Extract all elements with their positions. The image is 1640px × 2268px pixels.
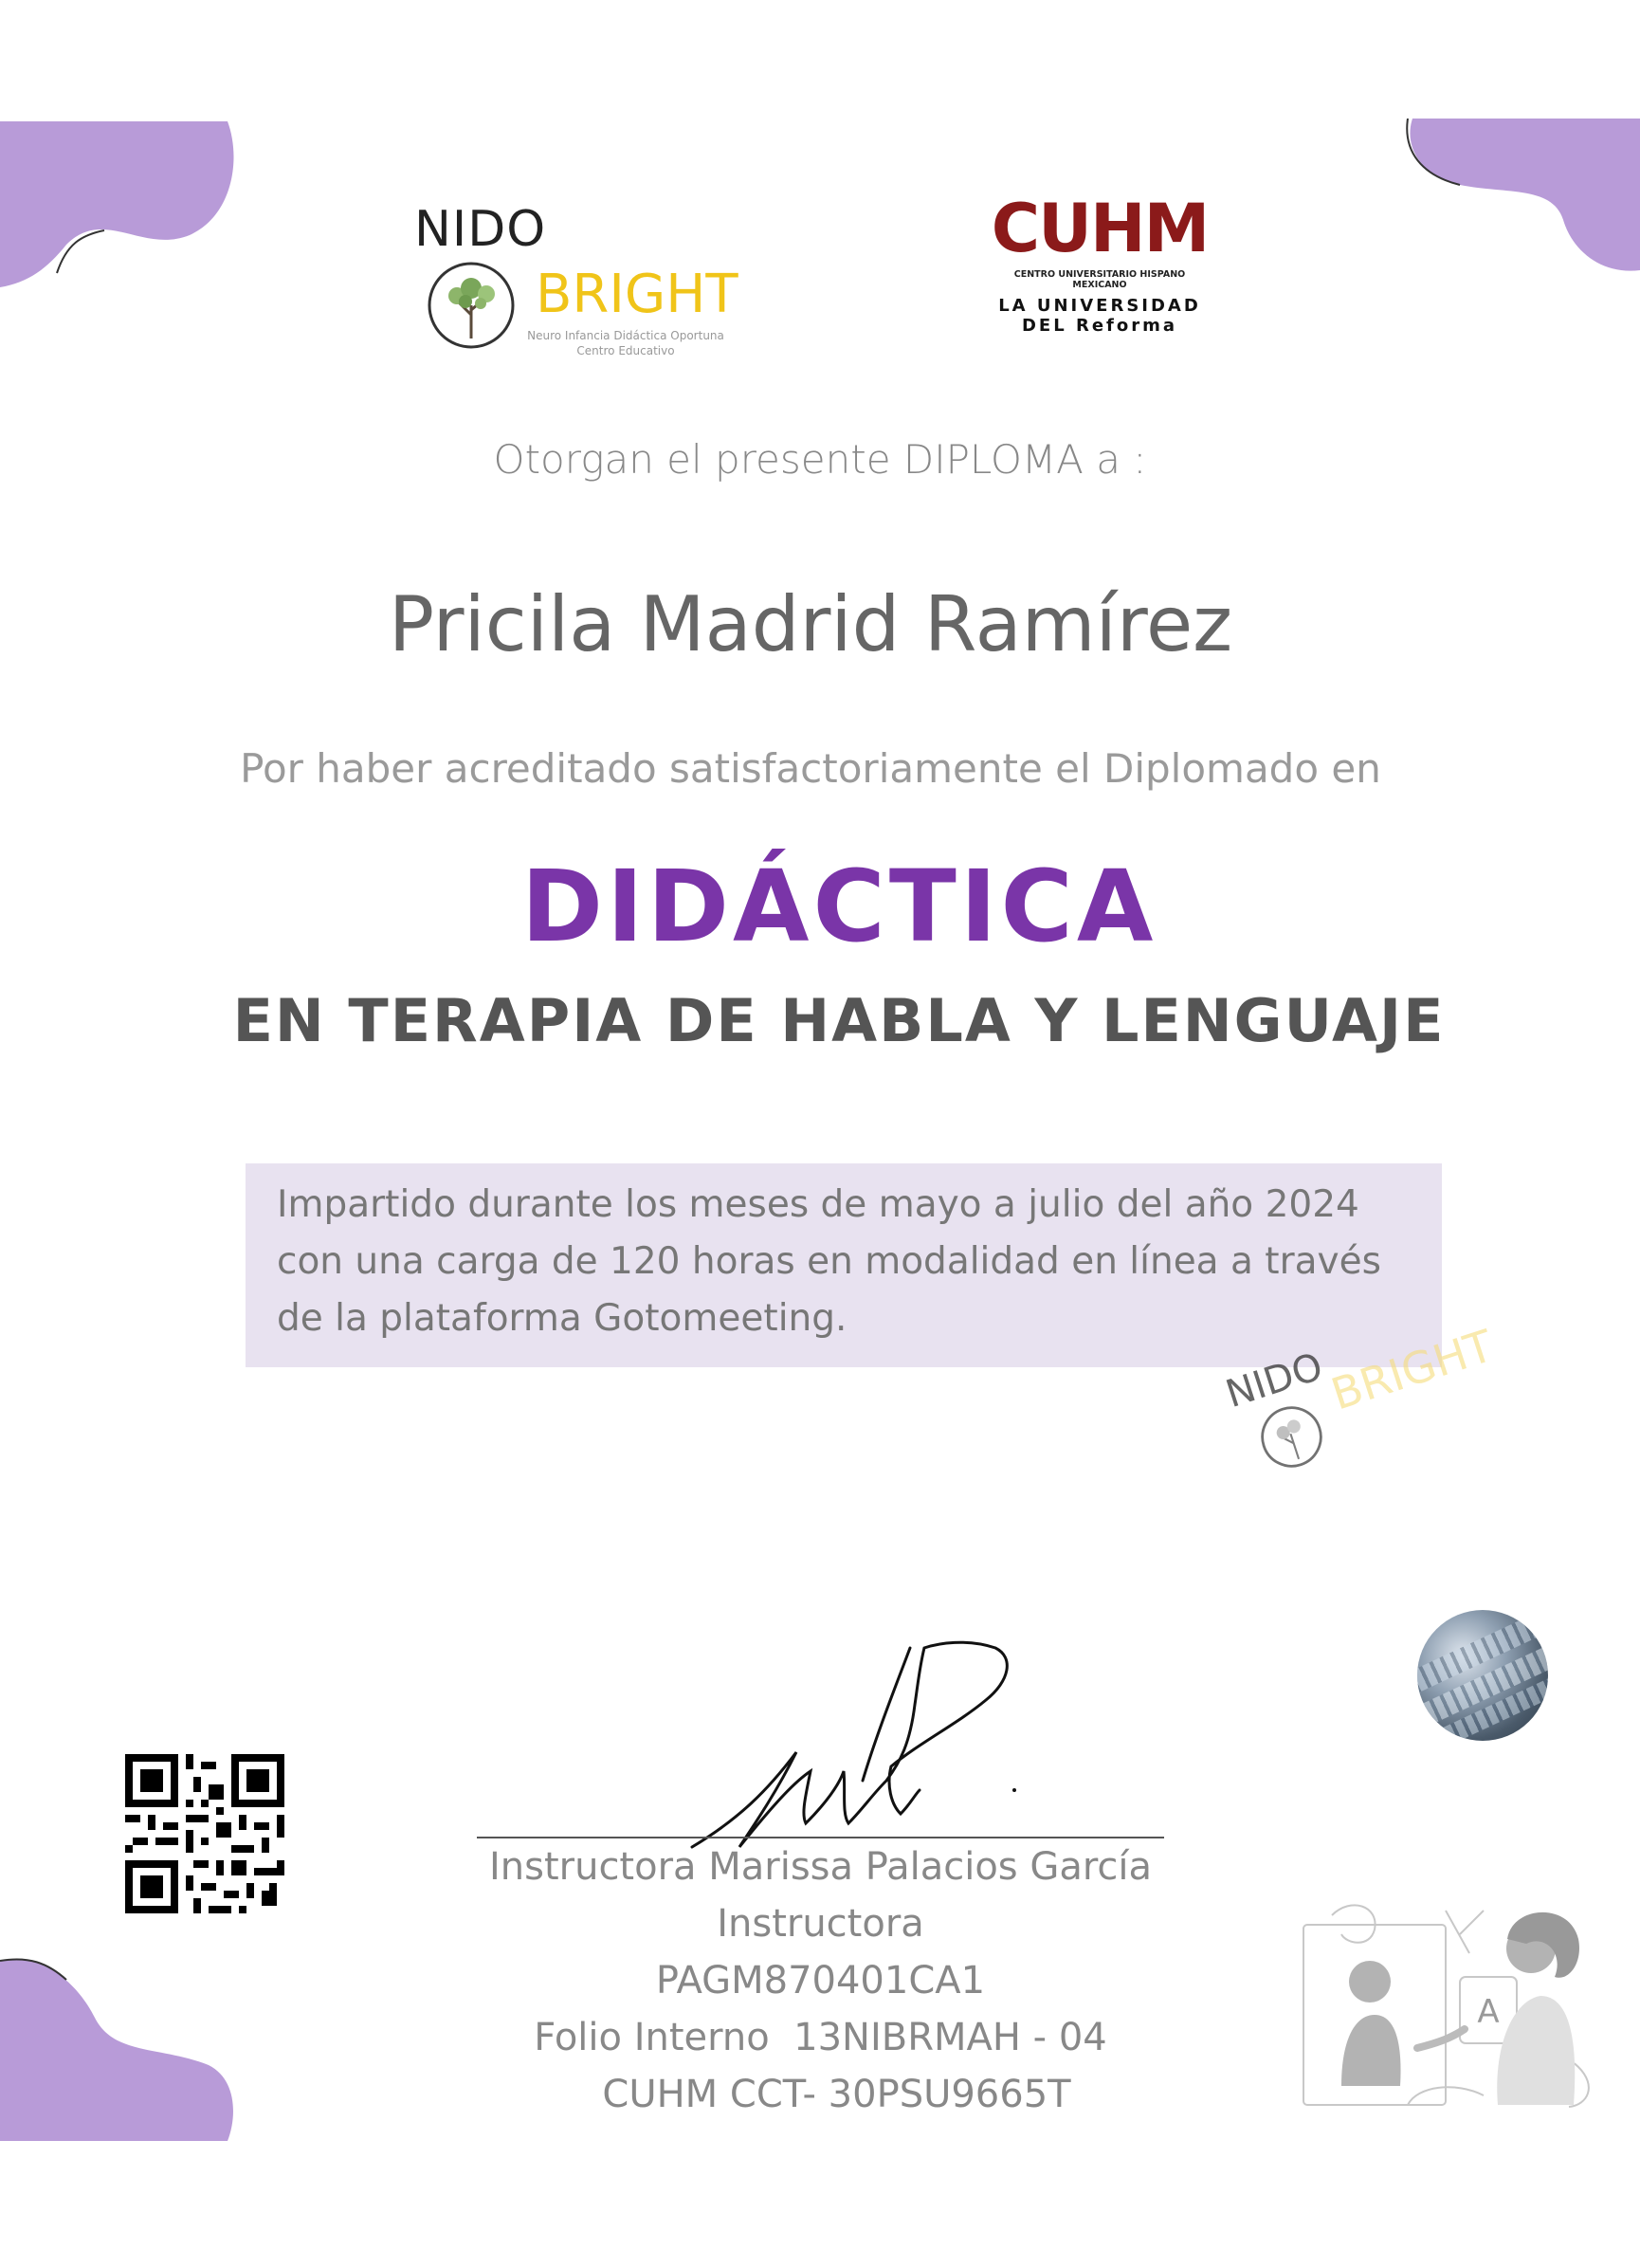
cuhm-logo [986, 190, 1223, 351]
signature-role: Instructora [717, 1902, 924, 1946]
recipient-name: Pricila Madrid Ramírez [388, 580, 1233, 668]
tree-icon [424, 258, 519, 353]
folio-interno: Folio Interno 13NIBRMAH - 04 [534, 2016, 1107, 2059]
teacher-child-illustration [1294, 1896, 1607, 2110]
signature-line [477, 1837, 1164, 1838]
corner-blob-bottom-left [0, 1951, 237, 2141]
qr-code-icon [125, 1754, 284, 1913]
cuhm-reforma: LA UNIVERSIDAD DEL Reforma [998, 296, 1201, 336]
watermark-word-bright: BRIGHT [1324, 1319, 1500, 1420]
hologram-seal-icon [1417, 1610, 1548, 1741]
course-title-sub: EN TERAPIA DE HABLA Y LENGUAJE [232, 986, 1446, 1055]
course-intro: Por haber acreditado satisfactoriamente el Diplomado en [240, 745, 1381, 792]
corner-blob-top-left [0, 121, 246, 287]
logo-word-nido: NIDO [414, 201, 547, 258]
nido-bright-logo [412, 201, 754, 362]
details-line-1: Impartido durante los meses de mayo a julio del año 2024 [277, 1183, 1359, 1226]
signature-rfc: PAGM870401CA1 [655, 1959, 986, 2003]
details-line-3: de la plataforma Gotomeeting. [277, 1297, 847, 1340]
details-line-2: con una carga de 120 horas en modalidad en línea a través [277, 1240, 1381, 1283]
signature-scribble [683, 1629, 1119, 1866]
tree-icon [1249, 1395, 1333, 1478]
signature-name: Instructora Marissa Palacios García [488, 1845, 1153, 1889]
grant-line: Otorgan el presente DIPLOMA a : [493, 436, 1147, 483]
svg-text:A: A [1477, 1993, 1500, 2031]
cuhm-wordmark: CUHM [991, 190, 1209, 267]
logo-tagline: Neuro Infancia Didáctica Oportuna [527, 329, 724, 342]
watermark-word-nido: NIDO [1220, 1344, 1328, 1418]
corner-blob-top-right [1403, 119, 1640, 275]
cuhm-cct: CUHM CCT- 30PSU9665T [602, 2073, 1071, 2116]
course-title-main: DIDÁCTICA [520, 849, 1157, 964]
logo-word-bright: BRIGHT [536, 264, 738, 325]
logo-tagline-2: Centro Educativo [576, 344, 675, 357]
cuhm-subtitle: CENTRO UNIVERSITARIO HISPANO MEXICANO [1013, 269, 1186, 290]
